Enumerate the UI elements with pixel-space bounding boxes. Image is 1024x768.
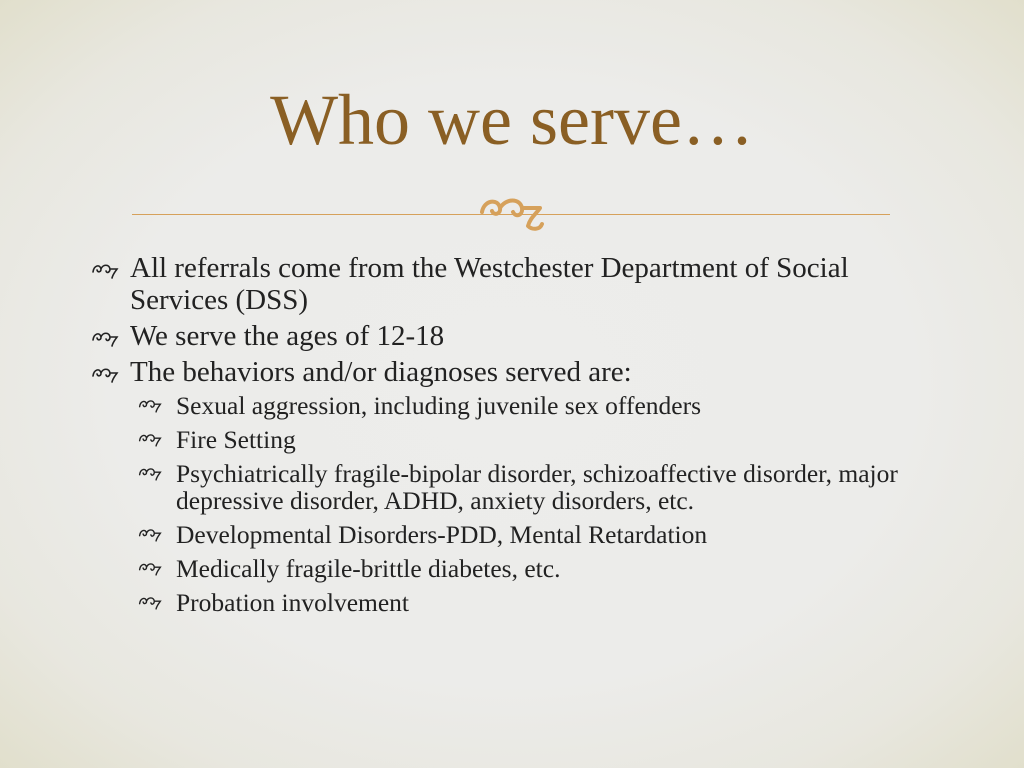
sub-bullet-text: Probation involvement — [176, 588, 410, 617]
bullet-item-behaviors — [90, 356, 910, 388]
bullet-item-referrals — [90, 252, 910, 316]
sub-bullet-item-medical — [90, 555, 910, 582]
sub-bullet-item-psychiatric — [90, 460, 910, 514]
sub-bullet-text: Fire Setting — [176, 425, 296, 454]
bullet-text: All referrals come from the Westchester Department of Social Services (DSS) — [130, 252, 849, 316]
slide-title: Who we serve… — [270, 80, 754, 160]
bullet-text: We serve the ages of 12-18 — [130, 320, 445, 352]
flourish-bullet-icon — [137, 559, 163, 577]
flourish-bullet-icon — [137, 430, 163, 448]
flourish-bullet-icon — [90, 328, 120, 348]
flourish-bullet-icon — [137, 593, 163, 611]
sub-bullet-item-sexual-aggression — [90, 392, 910, 419]
flourish-bullet-icon — [137, 396, 163, 414]
flourish-bullet-icon — [90, 260, 120, 280]
sub-bullet-item-probation — [90, 589, 910, 616]
flourish-bullet-icon — [90, 364, 120, 384]
bullet-list — [90, 252, 910, 623]
bullet-item-ages — [90, 320, 910, 352]
sub-bullet-item-developmental — [90, 521, 910, 548]
flourish-icon — [476, 192, 548, 238]
sub-bullet-text: Sexual aggression, including juvenile sex offenders — [176, 391, 701, 420]
sub-bullet-item-fire-setting — [90, 426, 910, 453]
flourish-bullet-icon — [137, 464, 163, 482]
flourish-bullet-icon — [137, 525, 163, 543]
sub-bullet-text: Medically fragile-brittle diabetes, etc. — [176, 554, 561, 583]
bullet-text: The behaviors and/or diagnoses served are: — [130, 356, 632, 388]
sub-bullet-text: Psychiatrically fragile-bipolar disorder, schizoaffective disorder, major depressive disorder, ADHD, anxiety disorders, etc. — [176, 459, 898, 515]
sub-bullet-text: Developmental Disorders-PDD, Mental Retardation — [176, 520, 708, 549]
